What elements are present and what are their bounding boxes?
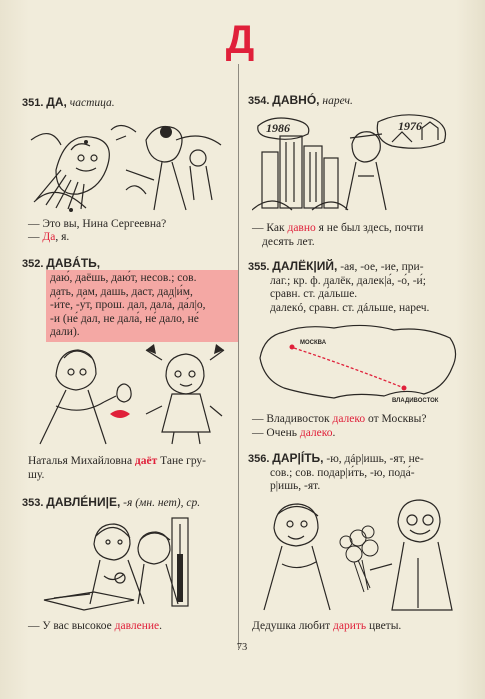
doctor-blood-pressure-illustration bbox=[34, 514, 224, 614]
ussr-map-illustration bbox=[254, 318, 464, 404]
section-letter: Д bbox=[225, 18, 255, 62]
entry-353-header: 353. ДАВЛÉНИ|Е, -я (мн. нет), ср. bbox=[22, 495, 201, 509]
entry-351-example-2: — Да, я. bbox=[28, 231, 70, 243]
entry-355-example-1: — Владивосток далеко от Москвы? bbox=[252, 413, 427, 425]
woman-gives-pear-illustration bbox=[26, 336, 226, 446]
entry-354-header: 354. ДАВНÓ, нареч. bbox=[248, 93, 353, 107]
entry-351-header: 351. ДА, частица. bbox=[22, 95, 115, 109]
map-city-moscow: МОСКВА bbox=[300, 340, 327, 346]
pic-year-1986: 1986 bbox=[266, 121, 290, 135]
entry-353-example: — У вас высокое давление. bbox=[28, 620, 163, 632]
pic-year-1976: 1976 bbox=[398, 119, 422, 133]
entry-351-example-1: — Это вы, Нина Сергеевна? bbox=[28, 218, 167, 230]
entry-356-example: Дедушка любит дарить цветы. bbox=[252, 620, 402, 632]
entry-356-header: 356. ДАР|ÍТЬ, -ю, дáр|ишь, -ят, не- сов.; сов. подар|и́ть, -ю, пода́- р|ишь, -ят. bbox=[248, 451, 424, 492]
entry-354-example: — Как давно я не был здесь, почти десять лет. bbox=[252, 222, 424, 248]
page-number: 73 bbox=[236, 642, 248, 653]
entry-352-forms-highlight: даю́, даёшь, даю́т, несов.; сов. дать, дам, дашь, даст, дад|и́м, -и́те, -у́т, прош. дал, дала́, да́л|о, -и (не́ дал, не дала́, не́ дало, не́ дали). bbox=[46, 270, 238, 342]
entry-352-example: Наталья Михайловна даёт Тане гру- шу. bbox=[28, 455, 206, 481]
column-divider bbox=[238, 64, 239, 648]
grandpa-flowers-illustration bbox=[258, 498, 458, 612]
city-memory-illustration bbox=[252, 112, 452, 212]
carnival-illustration bbox=[26, 110, 226, 212]
entry-355-example-2: — Очень далеко. bbox=[252, 427, 336, 439]
entry-352-header: 352. ДАВÁТЬ, bbox=[22, 256, 101, 270]
entry-355-header: 355. ДАЛЁК|ИЙ, -ая, -ое, -ие, при- лаг.; кр. ф. далёк, далек|а́, -о́, -и́; сравн. ст. да́льше. далекó, сравн. ст. дáльше, нареч. bbox=[248, 259, 430, 314]
map-city-vladivostok: ВЛАДИВОСТОК bbox=[392, 398, 439, 404]
